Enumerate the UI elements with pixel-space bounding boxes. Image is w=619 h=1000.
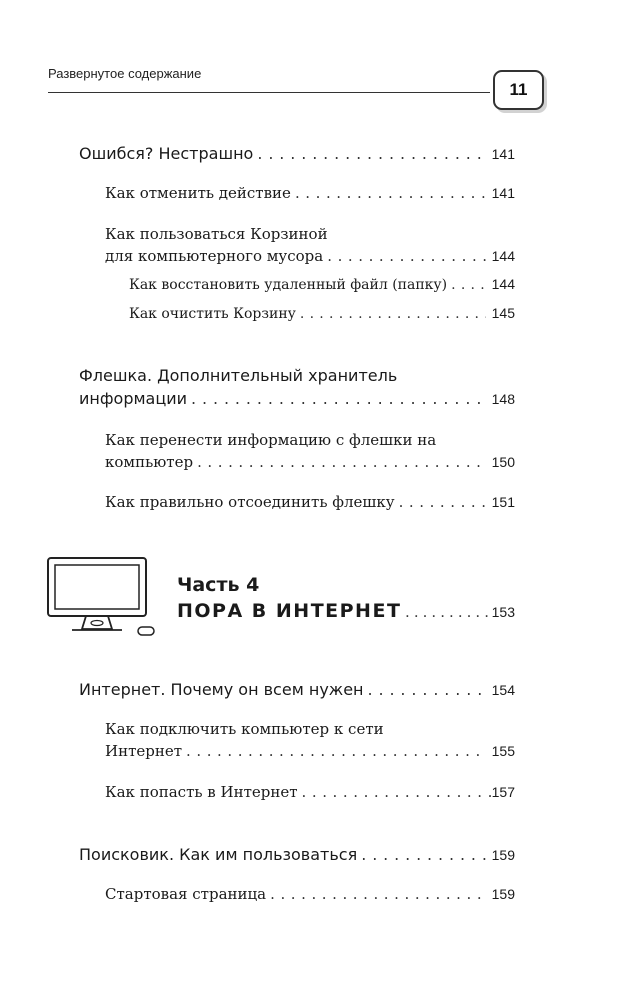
toc-entry-page: 150 xyxy=(491,454,515,470)
toc-entry-title: Как восстановить удаленный файл (папку) xyxy=(129,277,448,293)
toc-entry-page: 141 xyxy=(491,185,515,201)
toc-entry-page: 144 xyxy=(491,276,515,292)
toc-entry-title-line1: Как пользоваться Корзиной xyxy=(105,225,328,243)
toc-entry-title-line1: Как подключить компьютер к сети xyxy=(105,720,384,738)
toc-entry-title: Как очистить Корзину xyxy=(129,306,296,322)
dot-leader xyxy=(186,742,486,760)
dot-leader xyxy=(327,247,485,265)
part-label: Часть 4 xyxy=(177,574,260,596)
dot-leader xyxy=(368,680,486,699)
computer-monitor-icon xyxy=(46,556,162,642)
toc-entry-page: 141 xyxy=(491,146,515,162)
toc-entry-page: 155 xyxy=(491,743,515,759)
dot-leader xyxy=(405,604,489,622)
dot-leader xyxy=(451,277,486,293)
toc-entry-title: Как отменить действие xyxy=(105,184,291,202)
dot-leader xyxy=(257,144,485,163)
toc-entry[interactable] xyxy=(105,493,515,511)
page-header-title: Развернутое содержание xyxy=(48,66,202,81)
toc-entry-page: 159 xyxy=(491,847,515,863)
toc-entry[interactable] xyxy=(79,680,515,699)
toc-entry-title: для компьютерного мусора xyxy=(105,247,324,265)
dot-leader xyxy=(300,306,486,322)
toc-entry-title: Стартовая страница xyxy=(105,885,267,903)
toc-entry-title-line1: Флешка. Дополнительный хранитель xyxy=(79,366,398,385)
header-divider xyxy=(48,92,490,93)
toc-entry[interactable] xyxy=(129,305,515,322)
part-title: ПОРА В ИНТЕРНЕТ xyxy=(177,600,402,622)
toc-entry-page: 145 xyxy=(491,305,515,321)
toc-entry[interactable] xyxy=(105,885,515,903)
toc-entry-title: Как правильно отсоединить флешку xyxy=(105,493,395,511)
toc-entry-page: 154 xyxy=(491,682,515,698)
toc-entry-page: 144 xyxy=(491,248,515,264)
dot-leader xyxy=(361,845,485,864)
toc-entry[interactable] xyxy=(129,276,515,293)
toc-entry[interactable] xyxy=(105,783,515,801)
part-page: 153 xyxy=(491,604,515,620)
toc-entry-title: Как попасть в Интернет xyxy=(105,783,298,801)
dot-leader xyxy=(302,783,491,801)
toc-entry[interactable] xyxy=(105,247,515,265)
dot-leader xyxy=(295,184,486,202)
toc-entry[interactable] xyxy=(79,845,515,864)
dot-leader xyxy=(197,453,486,471)
toc-entry-title-line1: Как перенести информацию с флешки на xyxy=(105,431,437,449)
toc-entry-title: компьютер xyxy=(105,453,194,471)
toc-entry[interactable] xyxy=(105,453,515,471)
toc-entry-page: 157 xyxy=(491,784,515,800)
dot-leader xyxy=(191,389,486,408)
toc-entry-title: информации xyxy=(79,389,188,408)
dot-leader xyxy=(270,885,486,903)
toc-entry-title: Поисковик. Как им пользоваться xyxy=(79,845,358,864)
toc-entry[interactable] xyxy=(105,742,515,760)
toc-entry-page: 159 xyxy=(491,886,515,902)
part-heading[interactable] xyxy=(177,600,515,622)
toc-entry[interactable] xyxy=(79,389,515,408)
toc-entry[interactable] xyxy=(79,144,515,163)
page-number-badge: 11 xyxy=(493,70,544,110)
dot-leader xyxy=(399,493,486,511)
toc-entry-page: 151 xyxy=(491,494,515,510)
toc-entry-title: Интернет xyxy=(105,742,183,760)
toc-entry-title: Ошибся? Нестрашно xyxy=(79,144,254,163)
toc-entry-title: Интернет. Почему он всем нужен xyxy=(79,680,364,699)
toc-entry[interactable] xyxy=(105,184,515,202)
toc-entry-page: 148 xyxy=(491,391,515,407)
